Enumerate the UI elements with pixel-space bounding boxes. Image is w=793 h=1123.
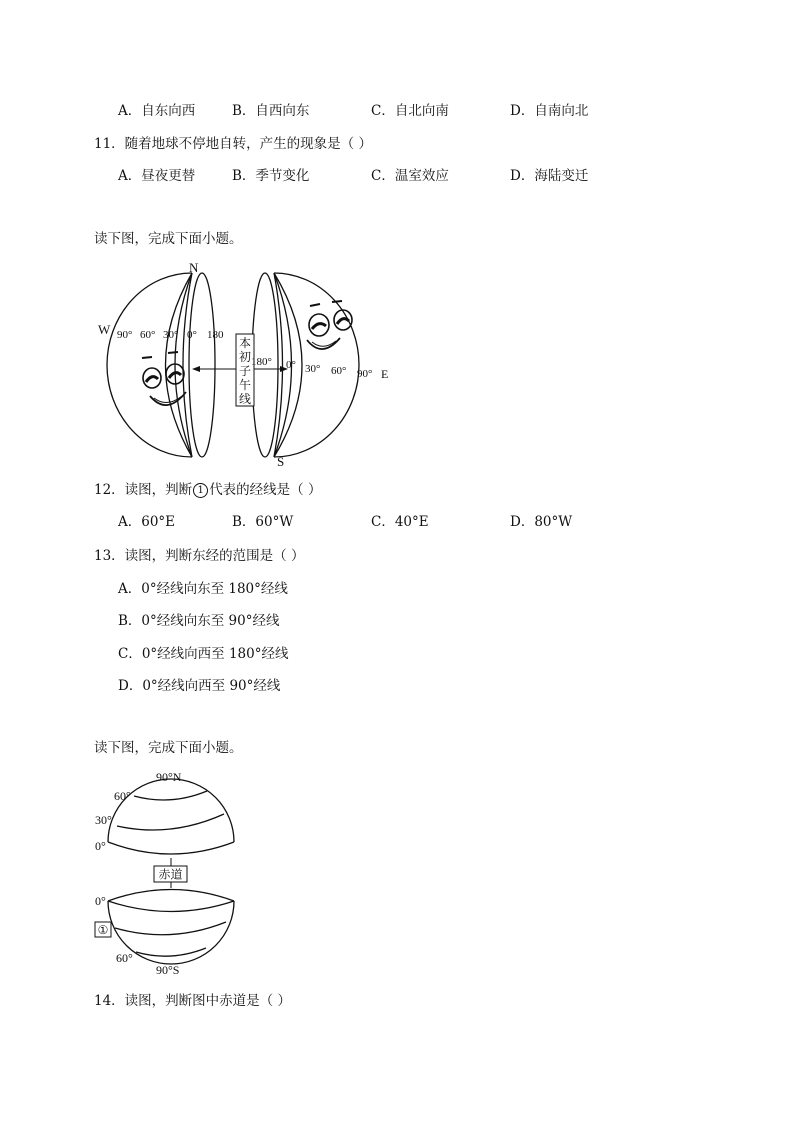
q12-stem-after: 代表的经线是（ ） [209, 482, 322, 498]
latitude-30n-line [117, 814, 224, 830]
q11-option-a: A．昼夜更替 [118, 168, 196, 184]
q13-option-a: A．0°经线向东至 180°经线 [118, 581, 288, 597]
q12-option-c: C．40°E [371, 514, 429, 530]
right-tick-0: 0° [286, 359, 296, 371]
q13-option-d: D．0°经线向西至 90°经线 [118, 678, 281, 694]
q14-stem: 14．读图，判断图中赤道是（ ） [94, 993, 291, 1009]
meridian-label-char-4: 午 [238, 378, 252, 392]
meridian-label-char-3: 子 [238, 364, 252, 378]
q11-option-c: C．温室效应 [371, 168, 449, 184]
hemispheres-figure [92, 258, 402, 470]
circled-one-icon: 1 [193, 483, 208, 498]
right-tick-180: 180° [251, 356, 272, 368]
latitude-60s-line [136, 948, 206, 956]
circled-one-marker: ① [97, 923, 109, 937]
latitude-60n-line [134, 791, 207, 800]
right-cartoon-face-icon [307, 301, 352, 349]
east-label: E [381, 367, 389, 381]
q11-option-b: B．季节变化 [232, 168, 310, 184]
intro-text-2: 读下图，完成下面小题。 [94, 740, 243, 756]
q13-stem: 13．读图，判断东经的范围是（ ） [94, 548, 305, 564]
left-hemisphere-rim [189, 273, 215, 457]
latitude-label-30n: 30° [95, 813, 112, 827]
q12-option-b: B．60°W [232, 514, 294, 530]
right-tick-60: 60° [331, 365, 347, 377]
latitude-label-60s: 60° [116, 951, 133, 965]
right-tick-30: 30° [305, 363, 321, 375]
left-tick-30: 30° [163, 329, 179, 341]
latitude-label-60n: 60° [114, 789, 131, 803]
q12-option-d: D．80°W [510, 514, 573, 530]
left-tick-0: 0° [187, 329, 197, 341]
q11-option-d: D．海陆变迁 [510, 168, 589, 184]
meridian-label-char-2: 初 [238, 350, 252, 364]
north-label: N [189, 260, 199, 275]
latitude-marked-line [115, 922, 226, 935]
q10-option-c: C．自北向南 [371, 103, 449, 119]
left-tick-60: 60° [140, 329, 156, 341]
left-tick-180: 180 [207, 329, 224, 341]
meridian-label-char-5: 线 [238, 392, 252, 406]
q11-stem: 11．随着地球不停地自转，产生的现象是（ ） [94, 136, 372, 152]
latitude-label-0-top: 0° [95, 839, 106, 853]
south-label: S [277, 454, 285, 469]
west-label: W [98, 322, 111, 337]
right-tick-90: 90° [357, 368, 373, 380]
q12-stem-before: 12．读图，判断 [94, 482, 193, 498]
q10-option-b: B．自西向东 [232, 103, 310, 119]
left-cartoon-face-icon [142, 352, 186, 405]
latitude-label-0-bottom: 0° [95, 894, 106, 908]
latitude-figure [90, 766, 250, 980]
q10-option-d: D．自南向北 [510, 103, 589, 119]
equator-label: 赤道 [158, 867, 183, 882]
q10-option-a: A．自东向西 [118, 103, 196, 119]
left-tick-90: 90° [117, 329, 133, 341]
intro-text-1: 读下图，完成下面小题。 [94, 231, 243, 247]
q13-option-b: B．0°经线向东至 90°经线 [118, 613, 280, 629]
q12-option-a: A．60°E [118, 514, 176, 530]
north-pole-label: 90°N [156, 770, 182, 784]
q13-option-c: C．0°经线向西至 180°经线 [118, 646, 289, 662]
south-pole-label: 90°S [156, 963, 180, 977]
meridian-label-char-1: 本 [238, 336, 252, 350]
q12-stem [94, 481, 321, 499]
